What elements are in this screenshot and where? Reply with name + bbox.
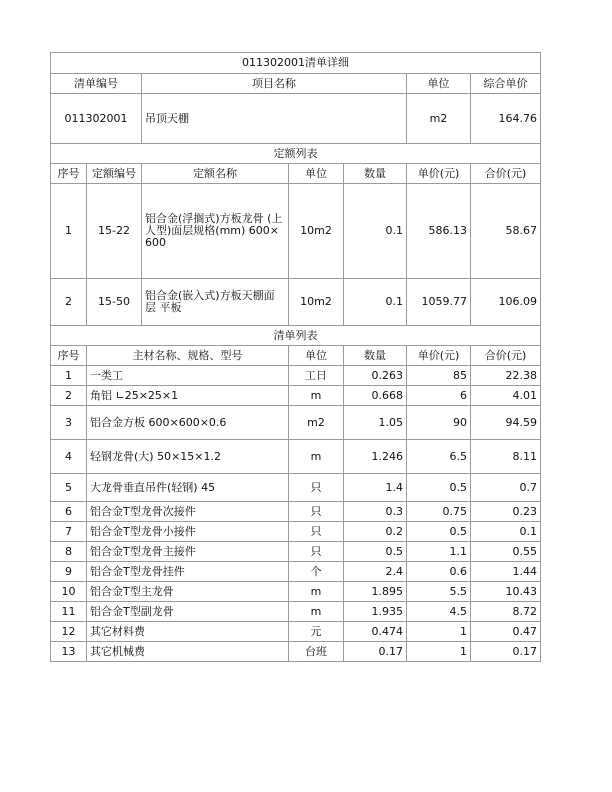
quota-code: 15-50: [87, 279, 142, 326]
material-unit: m: [289, 386, 344, 406]
sheet-title: 011302001清单详细: [51, 53, 541, 74]
material-total: 0.23: [471, 502, 541, 522]
quota-total: 58.67: [471, 184, 541, 279]
material-unit-price: 5.5: [407, 582, 471, 602]
item-name: 吊顶天棚: [142, 94, 407, 144]
material-unit: m: [289, 440, 344, 474]
quota-seq: 2: [51, 279, 87, 326]
material-seq: 12: [51, 622, 87, 642]
material-name: 铝合金T型龙骨挂件: [87, 562, 289, 582]
material-row: [51, 642, 541, 662]
material-unit-price: 6: [407, 386, 471, 406]
quota-unit-price: 1059.77: [407, 279, 471, 326]
material-qty: 1.05: [344, 406, 407, 440]
material-unit-price: 6.5: [407, 440, 471, 474]
material-unit-price: 1.1: [407, 542, 471, 562]
quota-unit: 10m2: [289, 279, 344, 326]
quota-header-row: [51, 164, 541, 184]
title-row: [51, 53, 541, 74]
header-item-name: 项目名称: [142, 74, 407, 94]
material-seq: 10: [51, 582, 87, 602]
material-header-qty: 数量: [344, 346, 407, 366]
material-seq: 1: [51, 366, 87, 386]
material-total: 8.72: [471, 602, 541, 622]
material-unit-price: 0.75: [407, 502, 471, 522]
quota-row: [51, 279, 541, 326]
item-header-row: [51, 74, 541, 94]
material-name: 铝合金T型主龙骨: [87, 582, 289, 602]
material-unit-price: 1: [407, 622, 471, 642]
material-row: [51, 522, 541, 542]
material-unit: 工日: [289, 366, 344, 386]
material-total: 0.47: [471, 622, 541, 642]
material-qty: 0.3: [344, 502, 407, 522]
material-unit: m: [289, 602, 344, 622]
material-qty: 1.895: [344, 582, 407, 602]
material-section-row: [51, 326, 541, 346]
quota-header-unit-price: 单价(元): [407, 164, 471, 184]
quota-header-code: 定额编号: [87, 164, 142, 184]
material-row: [51, 386, 541, 406]
item-code: 011302001: [51, 94, 142, 144]
item-unit: m2: [407, 94, 471, 144]
material-unit: m2: [289, 406, 344, 440]
material-unit-price: 1: [407, 642, 471, 662]
material-name: 轻钢龙骨(大) 50×15×1.2: [87, 440, 289, 474]
quota-row: [51, 184, 541, 279]
quota-header-qty: 数量: [344, 164, 407, 184]
material-qty: 0.2: [344, 522, 407, 542]
material-header-seq: 序号: [51, 346, 87, 366]
material-header-row: [51, 346, 541, 366]
material-unit: 个: [289, 562, 344, 582]
material-row: [51, 622, 541, 642]
quota-code: 15-22: [87, 184, 142, 279]
material-header-unit-price: 单价(元): [407, 346, 471, 366]
material-name: 其它材料费: [87, 622, 289, 642]
material-seq: 2: [51, 386, 87, 406]
quota-unit: 10m2: [289, 184, 344, 279]
quota-qty: 0.1: [344, 279, 407, 326]
material-name: 铝合金方板 600×600×0.6: [87, 406, 289, 440]
material-row: [51, 542, 541, 562]
material-seq: 9: [51, 562, 87, 582]
material-seq: 6: [51, 502, 87, 522]
material-name: 铝合金T型龙骨主接件: [87, 542, 289, 562]
material-seq: 11: [51, 602, 87, 622]
material-name: 铝合金T型龙骨次接件: [87, 502, 289, 522]
material-total: 0.17: [471, 642, 541, 662]
bill-detail-table: [50, 52, 541, 662]
material-seq: 4: [51, 440, 87, 474]
material-unit-price: 0.6: [407, 562, 471, 582]
material-name: 一类工: [87, 366, 289, 386]
material-section-title: 清单列表: [51, 326, 541, 346]
material-qty: 1.4: [344, 474, 407, 502]
quota-unit-price: 586.13: [407, 184, 471, 279]
material-total: 0.55: [471, 542, 541, 562]
item-row: [51, 94, 541, 144]
quota-header-seq: 序号: [51, 164, 87, 184]
material-unit-price: 85: [407, 366, 471, 386]
material-qty: 0.668: [344, 386, 407, 406]
quota-section-title: 定额列表: [51, 144, 541, 164]
material-row: [51, 474, 541, 502]
material-seq: 5: [51, 474, 87, 502]
material-unit-price: 0.5: [407, 474, 471, 502]
material-unit: 只: [289, 474, 344, 502]
material-header-unit: 单位: [289, 346, 344, 366]
material-total: 10.43: [471, 582, 541, 602]
material-total: 0.1: [471, 522, 541, 542]
quota-name: 铝合金(浮搁式)方板龙骨 (上人型)面层规格(mm) 600×600: [142, 184, 289, 279]
material-seq: 7: [51, 522, 87, 542]
material-qty: 0.5: [344, 542, 407, 562]
material-unit: 只: [289, 502, 344, 522]
material-row: [51, 562, 541, 582]
quota-section-row: [51, 144, 541, 164]
material-total: 0.7: [471, 474, 541, 502]
material-total: 8.11: [471, 440, 541, 474]
material-seq: 3: [51, 406, 87, 440]
material-seq: 8: [51, 542, 87, 562]
material-name: 铝合金T型副龙骨: [87, 602, 289, 622]
material-header-total: 合价(元): [471, 346, 541, 366]
material-qty: 1.935: [344, 602, 407, 622]
material-qty: 1.246: [344, 440, 407, 474]
quota-header-unit: 单位: [289, 164, 344, 184]
material-unit-price: 4.5: [407, 602, 471, 622]
header-unit: 单位: [407, 74, 471, 94]
quota-header-total: 合价(元): [471, 164, 541, 184]
material-qty: 0.263: [344, 366, 407, 386]
quota-seq: 1: [51, 184, 87, 279]
material-unit: 元: [289, 622, 344, 642]
material-qty: 0.17: [344, 642, 407, 662]
quota-qty: 0.1: [344, 184, 407, 279]
material-name: 其它机械费: [87, 642, 289, 662]
material-total: 1.44: [471, 562, 541, 582]
material-row: [51, 440, 541, 474]
bill-detail-sheet: [50, 52, 540, 662]
material-name: 铝合金T型龙骨小接件: [87, 522, 289, 542]
material-unit: 只: [289, 522, 344, 542]
header-bill-code: 清单编号: [51, 74, 142, 94]
material-header-name: 主材名称、规格、型号: [87, 346, 289, 366]
item-price: 164.76: [471, 94, 541, 144]
header-composite-price: 综合单价: [471, 74, 541, 94]
quota-total: 106.09: [471, 279, 541, 326]
material-row: [51, 602, 541, 622]
material-unit: 只: [289, 542, 344, 562]
material-seq: 13: [51, 642, 87, 662]
material-qty: 2.4: [344, 562, 407, 582]
material-qty: 0.474: [344, 622, 407, 642]
material-unit: 台班: [289, 642, 344, 662]
material-name: 角铝 ∟25×25×1: [87, 386, 289, 406]
material-total: 94.59: [471, 406, 541, 440]
material-unit: m: [289, 582, 344, 602]
material-unit-price: 90: [407, 406, 471, 440]
material-total: 4.01: [471, 386, 541, 406]
material-total: 22.38: [471, 366, 541, 386]
quota-header-name: 定额名称: [142, 164, 289, 184]
material-name: 大龙骨垂直吊件(轻钢) 45: [87, 474, 289, 502]
material-row: [51, 366, 541, 386]
material-row: [51, 406, 541, 440]
material-unit-price: 0.5: [407, 522, 471, 542]
material-row: [51, 582, 541, 602]
material-row: [51, 502, 541, 522]
quota-name: 铝合金(嵌入式)方板天棚面层 平板: [142, 279, 289, 326]
